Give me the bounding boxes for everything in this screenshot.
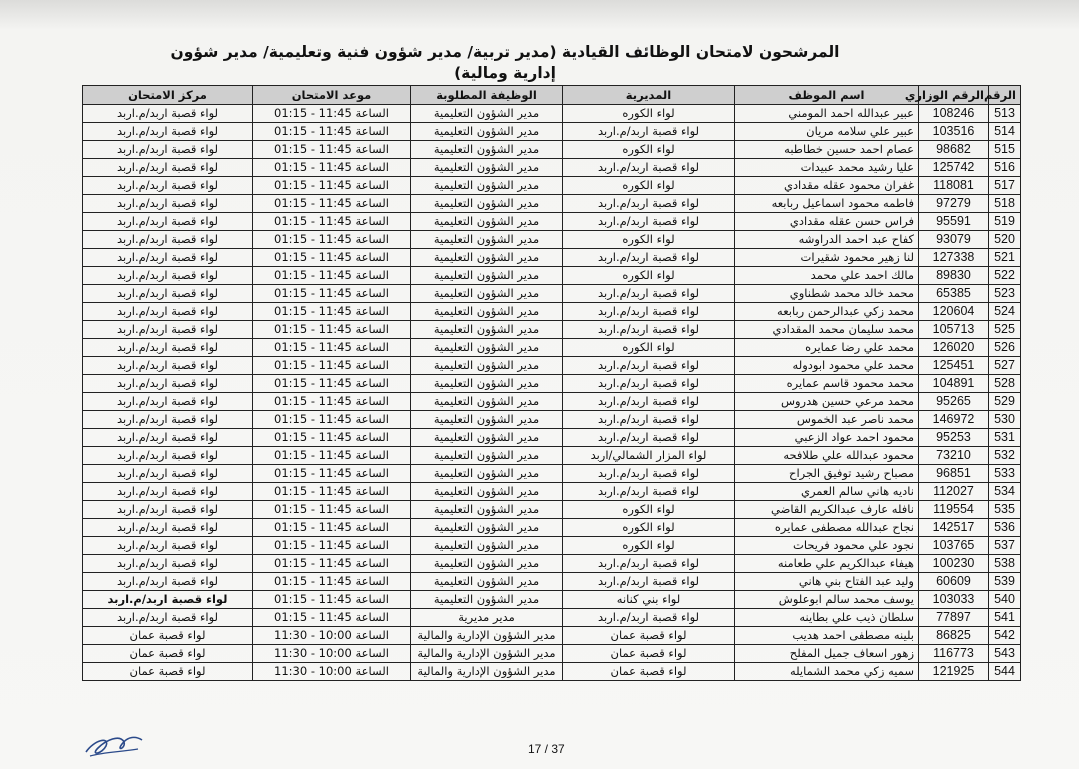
directorate: لواء قصبة اربد/م.اربد bbox=[563, 609, 735, 627]
directorate: لواء قصبة اربد/م.اربد bbox=[563, 375, 735, 393]
header-employee-name: اسم الموظف bbox=[735, 86, 919, 105]
directorate: لواء قصبة اربد/م.اربد bbox=[563, 393, 735, 411]
exam-time: الساعة 11:45 - 01:15 bbox=[253, 285, 411, 303]
job-title: مدير الشؤون التعليمية bbox=[411, 393, 563, 411]
table-row bbox=[83, 141, 1021, 159]
row-number: 528 bbox=[989, 375, 1021, 393]
employee-name: نجود علي محمود فريحات bbox=[735, 537, 919, 555]
ministry-id: 95253 bbox=[919, 429, 989, 447]
ministry-id: 100230 bbox=[919, 555, 989, 573]
table-row bbox=[83, 321, 1021, 339]
employee-name: مالك احمد علي محمد bbox=[735, 267, 919, 285]
job-title: مدير الشؤون التعليمية bbox=[411, 303, 563, 321]
row-number: 520 bbox=[989, 231, 1021, 249]
ministry-id: 103765 bbox=[919, 537, 989, 555]
ministry-id: 86825 bbox=[919, 627, 989, 645]
directorate: لواء قصبة اربد/م.اربد bbox=[563, 123, 735, 141]
row-number: 522 bbox=[989, 267, 1021, 285]
exam-time: الساعة 10:00 - 11:30 bbox=[253, 627, 411, 645]
job-title: مدير الشؤون التعليمية bbox=[411, 177, 563, 195]
exam-time: الساعة 11:45 - 01:15 bbox=[253, 609, 411, 627]
ministry-id: 116773 bbox=[919, 645, 989, 663]
row-number: 523 bbox=[989, 285, 1021, 303]
candidates-table bbox=[82, 85, 1021, 681]
exam-center: لواء قصبة اربد/م.اربد bbox=[83, 357, 253, 375]
directorate: لواء الكوره bbox=[563, 519, 735, 537]
ministry-id: 93079 bbox=[919, 231, 989, 249]
row-number: 535 bbox=[989, 501, 1021, 519]
exam-center: لواء قصبة اربد/م.اربد bbox=[83, 123, 253, 141]
exam-time: الساعة 11:45 - 01:15 bbox=[253, 447, 411, 465]
row-number: 518 bbox=[989, 195, 1021, 213]
directorate: لواء قصبة عمان bbox=[563, 645, 735, 663]
ministry-id: 103516 bbox=[919, 123, 989, 141]
table-row bbox=[83, 663, 1021, 681]
table-row bbox=[83, 429, 1021, 447]
row-number: 536 bbox=[989, 519, 1021, 537]
employee-name: فراس حسن عقله مقدادي bbox=[735, 213, 919, 231]
exam-time: الساعة 11:45 - 01:15 bbox=[253, 177, 411, 195]
table-row bbox=[83, 375, 1021, 393]
table-row bbox=[83, 123, 1021, 141]
ministry-id: 125451 bbox=[919, 357, 989, 375]
row-number: 533 bbox=[989, 465, 1021, 483]
exam-time: الساعة 11:45 - 01:15 bbox=[253, 159, 411, 177]
job-title: مدير الشؤون التعليمية bbox=[411, 429, 563, 447]
directorate: لواء قصبة اربد/م.اربد bbox=[563, 483, 735, 501]
row-number: 513 bbox=[989, 105, 1021, 123]
row-number: 516 bbox=[989, 159, 1021, 177]
exam-time: الساعة 11:45 - 01:15 bbox=[253, 213, 411, 231]
table-body bbox=[83, 105, 1021, 681]
directorate: لواء قصبة اربد/م.اربد bbox=[563, 303, 735, 321]
exam-center: لواء قصبة اربد/م.اربد bbox=[83, 249, 253, 267]
exam-time: الساعة 11:45 - 01:15 bbox=[253, 591, 411, 609]
ministry-id: 108246 bbox=[919, 105, 989, 123]
table-row bbox=[83, 249, 1021, 267]
table-row bbox=[83, 519, 1021, 537]
ministry-id: 95265 bbox=[919, 393, 989, 411]
employee-name: محمد سليمان محمد المقدادي bbox=[735, 321, 919, 339]
job-title: مدير الشؤون التعليمية bbox=[411, 249, 563, 267]
table-row bbox=[83, 609, 1021, 627]
employee-name: لنا زهير محمود شقيرات bbox=[735, 249, 919, 267]
table-row bbox=[83, 177, 1021, 195]
job-title: مدير الشؤون التعليمية bbox=[411, 465, 563, 483]
exam-center: لواء قصبة اربد/م.اربد bbox=[83, 177, 253, 195]
table-row bbox=[83, 591, 1021, 609]
exam-center: لواء قصبة اربد/م.اربد bbox=[83, 141, 253, 159]
table-row bbox=[83, 231, 1021, 249]
job-title: مدير الشؤون التعليمية bbox=[411, 141, 563, 159]
exam-center: لواء قصبة اربد/م.اربد bbox=[83, 429, 253, 447]
row-number: 537 bbox=[989, 537, 1021, 555]
job-title: مدير الشؤون التعليمية bbox=[411, 519, 563, 537]
exam-center: لواء قصبة اربد/م.اربد bbox=[83, 213, 253, 231]
employee-name: محمد مرعي حسين هدروس bbox=[735, 393, 919, 411]
directorate: لواء قصبة اربد/م.اربد bbox=[563, 573, 735, 591]
exam-center: لواء قصبة عمان bbox=[83, 645, 253, 663]
ministry-id: 96851 bbox=[919, 465, 989, 483]
employee-name: محمود احمد عواد الزعبي bbox=[735, 429, 919, 447]
exam-time: الساعة 11:45 - 01:15 bbox=[253, 303, 411, 321]
exam-center: لواء قصبة اربد/م.اربد bbox=[83, 483, 253, 501]
exam-time: الساعة 11:45 - 01:15 bbox=[253, 231, 411, 249]
exam-center: لواء قصبة اربد/م.اربد bbox=[83, 159, 253, 177]
job-title: مدير الشؤون التعليمية bbox=[411, 537, 563, 555]
ministry-id: 120604 bbox=[919, 303, 989, 321]
exam-time: الساعة 11:45 - 01:15 bbox=[253, 519, 411, 537]
directorate: لواء الكوره bbox=[563, 537, 735, 555]
header-directorate: المديرية bbox=[563, 86, 735, 105]
row-number: 525 bbox=[989, 321, 1021, 339]
table-row bbox=[83, 195, 1021, 213]
job-title: مدير الشؤون التعليمية bbox=[411, 213, 563, 231]
exam-time: الساعة 11:45 - 01:15 bbox=[253, 123, 411, 141]
row-number: 543 bbox=[989, 645, 1021, 663]
table-row bbox=[83, 357, 1021, 375]
job-title: مدير الشؤون الإدارية والمالية bbox=[411, 663, 563, 681]
job-title: مدير الشؤون التعليمية bbox=[411, 483, 563, 501]
signature-icon bbox=[80, 722, 150, 762]
employee-name: عبير علي سلامه مريان bbox=[735, 123, 919, 141]
exam-center: لواء قصبة عمان bbox=[83, 627, 253, 645]
exam-center: لواء قصبة اربد/م.اربد bbox=[83, 231, 253, 249]
directorate: لواء قصبة اربد/م.اربد bbox=[563, 357, 735, 375]
employee-name: محمد علي رضا عمايره bbox=[735, 339, 919, 357]
exam-center: لواء قصبة اربد/م.اربد bbox=[83, 393, 253, 411]
directorate: لواء قصبة عمان bbox=[563, 663, 735, 681]
exam-center: لواء قصبة اربد/م.اربد bbox=[83, 303, 253, 321]
directorate: لواء الكوره bbox=[563, 267, 735, 285]
job-title: مدير الشؤون التعليمية bbox=[411, 267, 563, 285]
ministry-id: 73210 bbox=[919, 447, 989, 465]
table-row bbox=[83, 483, 1021, 501]
exam-time: الساعة 11:45 - 01:15 bbox=[253, 249, 411, 267]
employee-name: سلطان ذيب علي بطاينه bbox=[735, 609, 919, 627]
employee-name: عليا رشيد محمد عبيدات bbox=[735, 159, 919, 177]
header-job: الوظيفة المطلوبة bbox=[411, 86, 563, 105]
job-title: مدير الشؤون التعليمية bbox=[411, 321, 563, 339]
exam-time: الساعة 11:45 - 01:15 bbox=[253, 339, 411, 357]
job-title: مدير الشؤون التعليمية bbox=[411, 375, 563, 393]
ministry-id: 125742 bbox=[919, 159, 989, 177]
directorate: لواء قصبة اربد/م.اربد bbox=[563, 249, 735, 267]
row-number: 531 bbox=[989, 429, 1021, 447]
exam-time: الساعة 11:45 - 01:15 bbox=[253, 141, 411, 159]
exam-center: لواء قصبة اربد/م.اربد bbox=[83, 555, 253, 573]
exam-time: الساعة 11:45 - 01:15 bbox=[253, 375, 411, 393]
exam-center: لواء قصبة اربد/م.اربد bbox=[83, 105, 253, 123]
row-number: 529 bbox=[989, 393, 1021, 411]
row-number: 517 bbox=[989, 177, 1021, 195]
directorate: لواء قصبة اربد/م.اربد bbox=[563, 429, 735, 447]
employee-name: نجاح عبدالله مصطفى عمايره bbox=[735, 519, 919, 537]
exam-time: الساعة 11:45 - 01:15 bbox=[253, 195, 411, 213]
ministry-id: 105713 bbox=[919, 321, 989, 339]
exam-time: الساعة 11:45 - 01:15 bbox=[253, 357, 411, 375]
table-row bbox=[83, 447, 1021, 465]
ministry-id: 65385 bbox=[919, 285, 989, 303]
row-number: 532 bbox=[989, 447, 1021, 465]
row-number: 534 bbox=[989, 483, 1021, 501]
row-number: 540 bbox=[989, 591, 1021, 609]
job-title: مدير الشؤون التعليمية bbox=[411, 285, 563, 303]
employee-name: هيفاء عبدالكريم علي طعامنه bbox=[735, 555, 919, 573]
directorate: لواء الكوره bbox=[563, 105, 735, 123]
ministry-id: 112027 bbox=[919, 483, 989, 501]
exam-center: لواء قصبة اربد/م.اربد bbox=[83, 267, 253, 285]
exam-time: الساعة 11:45 - 01:15 bbox=[253, 429, 411, 447]
row-number: 544 bbox=[989, 663, 1021, 681]
table-row bbox=[83, 285, 1021, 303]
employee-name: سميه زكي محمد الشمايله bbox=[735, 663, 919, 681]
job-title: مدير الشؤون التعليمية bbox=[411, 555, 563, 573]
exam-time: الساعة 11:45 - 01:15 bbox=[253, 393, 411, 411]
employee-name: محمد محمود قاسم عمايره bbox=[735, 375, 919, 393]
directorate: لواء قصبة اربد/م.اربد bbox=[563, 213, 735, 231]
employee-name: محمود عبدالله علي طلافحه bbox=[735, 447, 919, 465]
directorate: لواء قصبة اربد/م.اربد bbox=[563, 159, 735, 177]
table-row bbox=[83, 267, 1021, 285]
exam-center: لواء قصبة اربد/م.اربد bbox=[83, 195, 253, 213]
exam-center: لواء قصبة اربد/م.اربد bbox=[83, 411, 253, 429]
page-number: 17 / 37 bbox=[528, 742, 565, 756]
job-title: مدير الشؤون التعليمية bbox=[411, 231, 563, 249]
employee-name: نافله عارف عبدالكريم القاضي bbox=[735, 501, 919, 519]
employee-name: زهور اسعاف جميل المفلح bbox=[735, 645, 919, 663]
employee-name: محمد ناصر عبد الخموس bbox=[735, 411, 919, 429]
employee-name: محمد زكي عبدالرحمن ربابعه bbox=[735, 303, 919, 321]
table-row bbox=[83, 393, 1021, 411]
exam-time: الساعة 11:45 - 01:15 bbox=[253, 267, 411, 285]
row-number: 526 bbox=[989, 339, 1021, 357]
directorate: لواء المزار الشمالي/اربد bbox=[563, 447, 735, 465]
table-row bbox=[83, 213, 1021, 231]
exam-time: الساعة 11:45 - 01:15 bbox=[253, 501, 411, 519]
exam-center: لواء قصبة عمان bbox=[83, 663, 253, 681]
exam-time: الساعة 11:45 - 01:15 bbox=[253, 411, 411, 429]
job-title: مدير الشؤون التعليمية bbox=[411, 411, 563, 429]
exam-center: لواء قصبة اربد/م.اربد bbox=[83, 609, 253, 627]
table-row bbox=[83, 627, 1021, 645]
directorate: لواء الكوره bbox=[563, 177, 735, 195]
employee-name: بلينه مصطفى احمد هديب bbox=[735, 627, 919, 645]
header-exam-time: موعد الامتحان bbox=[253, 86, 411, 105]
employee-name: عبير عبدالله احمد المومني bbox=[735, 105, 919, 123]
ministry-id: 77897 bbox=[919, 609, 989, 627]
row-number: 521 bbox=[989, 249, 1021, 267]
ministry-id: 146972 bbox=[919, 411, 989, 429]
exam-center: لواء قصبة اربد/م.اربد bbox=[83, 375, 253, 393]
table-row bbox=[83, 159, 1021, 177]
row-number: 541 bbox=[989, 609, 1021, 627]
table-row bbox=[83, 501, 1021, 519]
exam-center: لواء قصبة اربد/م.اربد bbox=[83, 537, 253, 555]
ministry-id: 119554 bbox=[919, 501, 989, 519]
table-row bbox=[83, 573, 1021, 591]
job-title: مدير الشؤون التعليمية bbox=[411, 573, 563, 591]
ministry-id: 89830 bbox=[919, 267, 989, 285]
table-header-row bbox=[83, 86, 1021, 105]
ministry-id: 127338 bbox=[919, 249, 989, 267]
row-number: 539 bbox=[989, 573, 1021, 591]
employee-name: ناديه هاني سالم العمري bbox=[735, 483, 919, 501]
header-exam-center: مركز الامتحان bbox=[83, 86, 253, 105]
row-number: 514 bbox=[989, 123, 1021, 141]
job-title: مدير مديرية bbox=[411, 609, 563, 627]
exam-time: الساعة 10:00 - 11:30 bbox=[253, 645, 411, 663]
table-row bbox=[83, 555, 1021, 573]
job-title: مدير الشؤون التعليمية bbox=[411, 105, 563, 123]
table-row bbox=[83, 411, 1021, 429]
directorate: لواء بني كنانه bbox=[563, 591, 735, 609]
ministry-id: 97279 bbox=[919, 195, 989, 213]
exam-center: لواء قصبة اربد/م.اربد bbox=[83, 447, 253, 465]
exam-center: لواء قصبة اربد/م.اربد bbox=[83, 501, 253, 519]
job-title: مدير الشؤون التعليمية bbox=[411, 357, 563, 375]
employee-name: محمد علي محمود ابودوله bbox=[735, 357, 919, 375]
ministry-id: 98682 bbox=[919, 141, 989, 159]
job-title: مدير الشؤون الإدارية والمالية bbox=[411, 627, 563, 645]
ministry-id: 121925 bbox=[919, 663, 989, 681]
ministry-id: 95591 bbox=[919, 213, 989, 231]
directorate: لواء الكوره bbox=[563, 339, 735, 357]
directorate: لواء قصبة اربد/م.اربد bbox=[563, 285, 735, 303]
row-number: 524 bbox=[989, 303, 1021, 321]
directorate: لواء قصبة اربد/م.اربد bbox=[563, 555, 735, 573]
job-title: مدير الشؤون التعليمية bbox=[411, 339, 563, 357]
directorate: لواء قصبة عمان bbox=[563, 627, 735, 645]
row-number: 527 bbox=[989, 357, 1021, 375]
exam-center: لواء قصبة اربد/م.اربد bbox=[83, 465, 253, 483]
exam-time: الساعة 11:45 - 01:15 bbox=[253, 573, 411, 591]
exam-time: الساعة 11:45 - 01:15 bbox=[253, 321, 411, 339]
exam-time: الساعة 11:45 - 01:15 bbox=[253, 465, 411, 483]
table-row bbox=[83, 537, 1021, 555]
exam-center: لواء قصبة اربد/م.اربد bbox=[83, 321, 253, 339]
table-row bbox=[83, 105, 1021, 123]
ministry-id: 60609 bbox=[919, 573, 989, 591]
employee-name: فاطمه محمود اسماعيل ربابعه bbox=[735, 195, 919, 213]
ministry-id: 126020 bbox=[919, 339, 989, 357]
job-title: مدير الشؤون التعليمية bbox=[411, 123, 563, 141]
exam-center: لواء قصبة اربد/م.اربد bbox=[83, 519, 253, 537]
employee-name: وليد عبد الفتاح بني هاني bbox=[735, 573, 919, 591]
exam-time: الساعة 11:45 - 01:15 bbox=[253, 105, 411, 123]
employee-name: كفاح عبد احمد الدراوشه bbox=[735, 231, 919, 249]
page-title: المرشحون لامتحان الوظائف القيادية (مدير تربية/ مدير شؤون فنية وتعليمية/ مدير شؤون إدارية ومالية) bbox=[170, 43, 840, 82]
job-title: مدير الشؤون التعليمية bbox=[411, 159, 563, 177]
table-row bbox=[83, 303, 1021, 321]
employee-name: غفران محمود عقله مقدادي bbox=[735, 177, 919, 195]
exam-center: لواء قصبة اربد/م.اربد bbox=[83, 339, 253, 357]
row-number: 542 bbox=[989, 627, 1021, 645]
job-title: مدير الشؤون التعليمية bbox=[411, 501, 563, 519]
exam-time: الساعة 11:45 - 01:15 bbox=[253, 555, 411, 573]
directorate: لواء قصبة اربد/م.اربد bbox=[563, 195, 735, 213]
exam-center: لواء قصبة اربد/م.اربد bbox=[83, 591, 253, 609]
directorate: لواء قصبة اربد/م.اربد bbox=[563, 411, 735, 429]
row-number: 538 bbox=[989, 555, 1021, 573]
employee-name: محمد خالد محمد شطناوي bbox=[735, 285, 919, 303]
exam-time: الساعة 10:00 - 11:30 bbox=[253, 663, 411, 681]
row-number: 530 bbox=[989, 411, 1021, 429]
exam-center: لواء قصبة اربد/م.اربد bbox=[83, 285, 253, 303]
header-number: الرقم bbox=[989, 86, 1021, 105]
ministry-id: 103033 bbox=[919, 591, 989, 609]
directorate: لواء قصبة اربد/م.اربد bbox=[563, 465, 735, 483]
directorate: لواء الكوره bbox=[563, 501, 735, 519]
employee-name: مصباح رشيد توفيق الجراح bbox=[735, 465, 919, 483]
exam-center: لواء قصبة اربد/م.اربد bbox=[83, 573, 253, 591]
job-title: مدير الشؤون التعليمية bbox=[411, 195, 563, 213]
ministry-id: 118081 bbox=[919, 177, 989, 195]
exam-time: الساعة 11:45 - 01:15 bbox=[253, 483, 411, 501]
job-title: مدير الشؤون التعليمية bbox=[411, 591, 563, 609]
table-row bbox=[83, 465, 1021, 483]
exam-time: الساعة 11:45 - 01:15 bbox=[253, 537, 411, 555]
row-number: 519 bbox=[989, 213, 1021, 231]
row-number: 515 bbox=[989, 141, 1021, 159]
job-title: مدير الشؤون الإدارية والمالية bbox=[411, 645, 563, 663]
employee-name: يوسف محمد سالم ابوعلوش bbox=[735, 591, 919, 609]
ministry-id: 142517 bbox=[919, 519, 989, 537]
table-row bbox=[83, 645, 1021, 663]
job-title: مدير الشؤون التعليمية bbox=[411, 447, 563, 465]
table-row bbox=[83, 339, 1021, 357]
directorate: لواء قصبة اربد/م.اربد bbox=[563, 321, 735, 339]
ministry-id: 104891 bbox=[919, 375, 989, 393]
directorate: لواء الكوره bbox=[563, 231, 735, 249]
header-ministry-id: الرقم الوزاري bbox=[919, 86, 989, 105]
directorate: لواء الكوره bbox=[563, 141, 735, 159]
employee-name: عصام احمد حسين خطاطبه bbox=[735, 141, 919, 159]
